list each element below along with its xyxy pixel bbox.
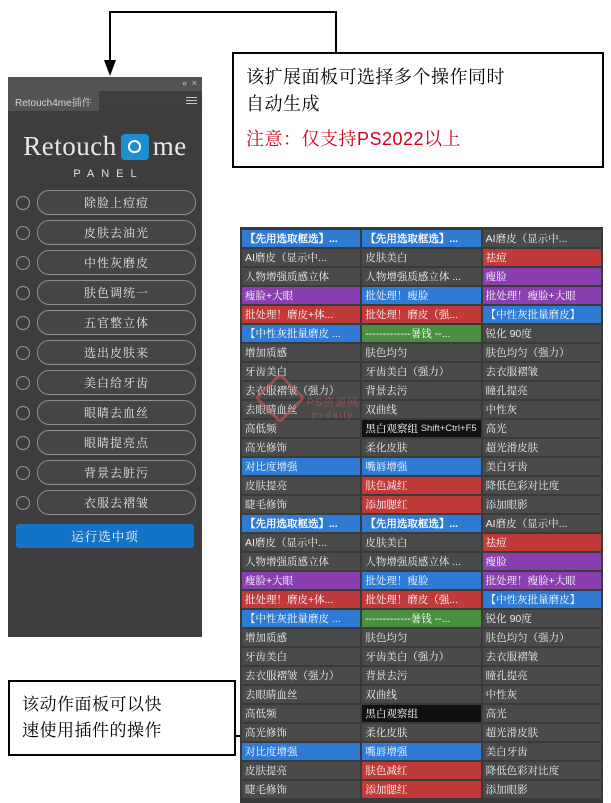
action-item-label: 皮肤美白: [365, 537, 408, 549]
actions-row: [242, 306, 601, 323]
logo-badge-icon: [121, 134, 149, 160]
action-item-label: 人物增强质感立体 ...: [365, 271, 461, 283]
action-item-label: 嘴唇增强: [365, 746, 408, 758]
action-item-label: 皮肤提亮: [245, 480, 287, 492]
action-item-label: 皮肤提亮: [245, 765, 287, 777]
checkbox-6[interactable]: [16, 376, 30, 390]
tab-retouch4me[interactable]: Retouch4me插件: [8, 91, 99, 111]
action-item-label: 肤色均匀: [365, 632, 408, 644]
action-item[interactable]: [242, 382, 360, 399]
action-item[interactable]: [362, 420, 480, 437]
action-item[interactable]: [362, 667, 480, 684]
action-item-label: 批处理！瘦脸+大眼: [485, 575, 576, 587]
action-item[interactable]: [483, 344, 601, 361]
action-item-label: 牙齿美白: [245, 366, 287, 378]
action-item[interactable]: [483, 591, 601, 608]
action-item[interactable]: [362, 610, 480, 627]
action-item[interactable]: [483, 249, 601, 266]
action-item[interactable]: [242, 629, 360, 646]
action-item[interactable]: [242, 458, 360, 475]
action-item-label: 【中性灰批量磨皮】: [485, 594, 581, 606]
action-item-label: 高低频: [245, 423, 277, 435]
plugin-button-4[interactable]: 五官整立体: [37, 310, 196, 335]
action-item-label: 睫毛修饰: [245, 784, 287, 796]
retouch4me-extension-panel: [8, 77, 202, 637]
actions-row: [242, 705, 601, 722]
plugin-button-3[interactable]: 肤色调统一: [37, 280, 196, 305]
plugin-action-row: [14, 190, 196, 215]
actions-row: [242, 363, 601, 380]
action-item-label: 瘦脸: [485, 271, 507, 283]
plugin-button-7[interactable]: 眼睛去血丝: [37, 400, 196, 425]
action-item[interactable]: [362, 724, 480, 741]
action-item[interactable]: [362, 325, 480, 342]
checkbox-1[interactable]: [16, 226, 30, 240]
actions-row: [242, 382, 601, 399]
action-item[interactable]: [483, 306, 601, 323]
plugin-action-row: [14, 250, 196, 275]
action-item[interactable]: [362, 534, 480, 551]
action-item-label: 降低色彩对比度: [485, 765, 560, 777]
action-item-label: 锐化 90度: [485, 613, 532, 625]
action-item-label: 【中性灰批量磨皮 ...: [245, 613, 341, 625]
action-item-label: 去眼睛血丝: [245, 404, 298, 416]
action-item-label: 批处理！瘦脸: [365, 575, 429, 587]
plugin-button-2[interactable]: 中性灰磨皮: [37, 250, 196, 275]
plugin-action-row: [14, 310, 196, 335]
photoshop-actions-panel: [240, 227, 603, 803]
plugin-action-row: [14, 490, 196, 515]
actions-row: [242, 268, 601, 285]
action-item-label: AI磨皮（显示中...: [485, 518, 568, 530]
callout-extension-panel: [232, 52, 604, 168]
action-item-label: 柔化皮肤: [365, 727, 408, 739]
action-item-label: 批处理！磨皮（强...: [365, 309, 459, 321]
plugin-action-row: [14, 430, 196, 455]
plugin-button-9[interactable]: 背景去脏污: [37, 460, 196, 485]
logo-text-right: me: [152, 131, 187, 161]
action-item[interactable]: [242, 572, 360, 589]
action-item[interactable]: [242, 705, 360, 722]
action-item[interactable]: [362, 439, 480, 456]
action-item-label: 高光: [485, 423, 507, 435]
actions-row: [242, 743, 601, 760]
action-item-label: 【先用选取框选】...: [365, 233, 459, 245]
action-item[interactable]: [362, 249, 480, 266]
action-item-label: 瘦脸+大眼: [245, 290, 294, 302]
action-item-label: 瘦脸: [485, 556, 507, 568]
panel-titlebar: [8, 77, 202, 91]
action-item[interactable]: [362, 686, 480, 703]
action-item-label: 人物增强质感立体 ...: [365, 556, 461, 568]
plugin-button-10[interactable]: 衣服去褶皱: [37, 490, 196, 515]
action-item[interactable]: [483, 667, 601, 684]
action-item-label: 【先用选取框选】...: [245, 518, 338, 530]
hamburger-menu-icon[interactable]: [186, 97, 197, 105]
action-item-shortcut: Shift+Ctrl+F5: [420, 423, 477, 434]
action-item[interactable]: [483, 648, 601, 665]
checkbox-5[interactable]: [16, 346, 30, 360]
plugin-button-6[interactable]: 美白给牙齿: [37, 370, 196, 395]
actions-row: [242, 572, 601, 589]
action-item-label: 牙齿美白（强力）: [365, 366, 450, 378]
actions-row: [242, 534, 601, 551]
action-item-label: 肤色均匀: [365, 347, 408, 359]
action-item-label: 对比度增强: [245, 746, 298, 758]
action-item[interactable]: [362, 515, 480, 532]
callout-actions-panel: [8, 680, 236, 756]
action-item[interactable]: [483, 420, 601, 437]
actions-row: [242, 515, 601, 532]
action-item[interactable]: [242, 439, 360, 456]
action-item[interactable]: [483, 439, 601, 456]
action-item[interactable]: [362, 268, 480, 285]
action-item[interactable]: [242, 363, 360, 380]
action-item-label: 皮肤美白: [365, 252, 408, 264]
action-item[interactable]: [483, 268, 601, 285]
checkbox-4[interactable]: [16, 316, 30, 330]
action-item[interactable]: [483, 325, 601, 342]
action-item-label: 批处理！磨皮（强...: [365, 594, 459, 606]
actions-row: [242, 591, 601, 608]
action-item[interactable]: [242, 306, 360, 323]
action-item[interactable]: [362, 762, 480, 779]
action-item[interactable]: [362, 344, 480, 361]
action-item[interactable]: [362, 382, 480, 399]
action-item-label: 添加腮红: [365, 784, 408, 796]
panel-body: [8, 111, 202, 637]
actions-row: [242, 249, 601, 266]
action-item-label: 睫毛修饰: [245, 499, 287, 511]
action-item[interactable]: [242, 667, 360, 684]
action-item[interactable]: [242, 268, 360, 285]
action-item-label: -------------暑钱 --...: [365, 613, 451, 625]
action-item[interactable]: [242, 230, 360, 247]
action-item[interactable]: [242, 420, 360, 437]
logo-wordmark: [14, 131, 196, 162]
action-item-label: 双曲线: [365, 404, 397, 416]
plugin-action-list: [14, 190, 196, 515]
actions-row: [242, 458, 601, 475]
action-item-label: 【先用选取框选】...: [365, 518, 459, 530]
action-item[interactable]: [362, 496, 480, 513]
action-item-label: 人物增强质感立体: [245, 271, 329, 283]
panel-tab-row: [8, 91, 202, 111]
plugin-action-row: [14, 220, 196, 245]
action-item[interactable]: [242, 686, 360, 703]
action-item[interactable]: [362, 572, 480, 589]
action-item[interactable]: [483, 553, 601, 570]
callout-bottom-line1: 该动作面板可以快: [22, 695, 162, 714]
action-item-label: 瞳孔提亮: [485, 670, 528, 682]
actions-row: [242, 401, 601, 418]
action-item[interactable]: [483, 515, 601, 532]
plugin-action-row: [14, 460, 196, 485]
action-item[interactable]: [242, 724, 360, 741]
plugin-button-8[interactable]: 眼睛提亮点: [37, 430, 196, 455]
checkbox-2[interactable]: [16, 256, 30, 270]
action-item-label: 去眼睛血丝: [245, 689, 298, 701]
action-item-label: 去衣服褶皱: [485, 366, 539, 378]
action-item-label: 肤色均匀（强力）: [485, 347, 570, 359]
action-item-label: 去衣服褶皱（强力）: [245, 385, 340, 397]
actions-row: [242, 629, 601, 646]
action-item[interactable]: [362, 458, 480, 475]
action-item[interactable]: [242, 743, 360, 760]
plugin-button-5[interactable]: 选出皮肤来: [37, 340, 196, 365]
action-item[interactable]: [362, 553, 480, 570]
action-item[interactable]: [242, 515, 360, 532]
action-item[interactable]: [242, 477, 360, 494]
action-item[interactable]: [362, 743, 480, 760]
action-item[interactable]: [483, 724, 601, 741]
action-item-label: 增加质感: [245, 347, 287, 359]
actions-row: [242, 496, 601, 513]
action-item[interactable]: [242, 249, 360, 266]
actions-row: [242, 344, 601, 361]
action-item-label: AI磨皮（显示中...: [485, 233, 568, 245]
action-item[interactable]: [362, 363, 480, 380]
actions-row: [242, 439, 601, 456]
action-item[interactable]: [242, 534, 360, 551]
action-item-label: 去衣服褶皱: [485, 651, 539, 663]
action-item[interactable]: [362, 230, 480, 247]
action-item[interactable]: [362, 477, 480, 494]
plugin-action-row: [14, 280, 196, 305]
action-item-label: 批处理！磨皮+体...: [245, 309, 334, 321]
action-item-label: 祛痘: [485, 537, 507, 549]
checkbox-3[interactable]: [16, 286, 30, 300]
action-item-label: 高光修饰: [245, 727, 287, 739]
plugin-action-row: [14, 340, 196, 365]
action-item[interactable]: [362, 629, 480, 646]
action-item[interactable]: [242, 496, 360, 513]
callout-bottom-line2: 速使用插件的操作: [22, 721, 162, 740]
actions-row: [242, 686, 601, 703]
panel-collapse-close-icons[interactable]: « ×: [182, 78, 198, 88]
action-item[interactable]: [242, 762, 360, 779]
action-item[interactable]: [483, 230, 601, 247]
action-item-label: 去衣服褶皱（强力）: [245, 670, 340, 682]
action-item-label: 增加质感: [245, 632, 287, 644]
actions-row: [242, 287, 601, 304]
action-item[interactable]: [242, 401, 360, 418]
checkbox-10[interactable]: [16, 496, 30, 510]
actions-row: [242, 648, 601, 665]
logo-subtitle: PANEL: [73, 168, 144, 180]
action-item[interactable]: [483, 534, 601, 551]
action-item[interactable]: [242, 344, 360, 361]
action-item[interactable]: [483, 686, 601, 703]
action-item-label: 批处理！瘦脸+大眼: [485, 290, 576, 302]
plugin-action-row: [14, 370, 196, 395]
action-item-label: 批处理！瘦脸: [365, 290, 429, 302]
watermark-line1: PS资源网: [306, 397, 360, 409]
action-item-label: 添加眼影: [485, 499, 528, 511]
plugin-button-1[interactable]: 皮肤去油光: [37, 220, 196, 245]
action-item[interactable]: [362, 306, 480, 323]
action-item-label: 背景去污: [365, 670, 408, 682]
action-item[interactable]: [362, 648, 480, 665]
action-item-label: 添加眼影: [485, 784, 528, 796]
panel-logo: [14, 117, 196, 190]
checkbox-9[interactable]: [16, 466, 30, 480]
action-item[interactable]: [483, 572, 601, 589]
action-item-label: 肤色减红: [365, 480, 408, 492]
action-item-label: 中性灰: [485, 689, 518, 701]
checkbox-7[interactable]: [16, 406, 30, 420]
action-item[interactable]: [362, 705, 480, 722]
action-item-label: 超光滑皮肤: [485, 442, 539, 454]
checkbox-8[interactable]: [16, 436, 30, 450]
actions-row: [242, 230, 601, 247]
actions-row: [242, 762, 601, 779]
action-item-label: 嘴唇增强: [365, 461, 408, 473]
actions-row: [242, 325, 601, 342]
action-item-label: 祛痘: [485, 252, 507, 264]
action-item-label: AI磨皮（显示中...: [245, 537, 327, 549]
callout-top-line2: 自动生成: [246, 94, 320, 114]
action-item-label: 黑白观察组: [365, 708, 418, 720]
action-item[interactable]: [242, 610, 360, 627]
action-item[interactable]: [242, 591, 360, 608]
action-item-label: 美白牙齿: [485, 746, 528, 758]
action-item-label: 批处理！磨皮+体...: [245, 594, 334, 606]
action-item[interactable]: [483, 629, 601, 646]
plugin-action-row: [14, 400, 196, 425]
logo-text-left: Retouch: [23, 131, 117, 161]
action-item[interactable]: [483, 458, 601, 475]
action-item-label: 双曲线: [365, 689, 397, 701]
action-item-label: 高光: [485, 708, 507, 720]
action-item[interactable]: [483, 705, 601, 722]
action-item-label: 超光滑皮肤: [485, 727, 539, 739]
action-item-label: 中性灰: [485, 404, 518, 416]
action-item[interactable]: [483, 287, 601, 304]
action-item-label: 黑白观察组: [365, 423, 418, 435]
action-item-label: 肤色减红: [365, 765, 408, 777]
action-item[interactable]: [483, 743, 601, 760]
action-item[interactable]: [483, 496, 601, 513]
actions-row: [242, 610, 601, 627]
action-item[interactable]: [362, 287, 480, 304]
action-item-label: 对比度增强: [245, 461, 298, 473]
action-item-label: 降低色彩对比度: [485, 480, 560, 492]
action-item-label: 柔化皮肤: [365, 442, 408, 454]
action-item[interactable]: [483, 382, 601, 399]
action-item[interactable]: [483, 610, 601, 627]
action-item-label: 肤色均匀（强力）: [485, 632, 570, 644]
watermark-line2: psdaily: [311, 410, 354, 420]
action-item-label: 高低频: [245, 708, 277, 720]
action-item-label: 牙齿美白（强力）: [365, 651, 450, 663]
action-item-label: 牙齿美白: [245, 651, 287, 663]
action-item[interactable]: [483, 401, 601, 418]
actions-row: [242, 420, 601, 437]
action-item-label: 瞳孔提亮: [485, 385, 528, 397]
actions-row: [242, 667, 601, 684]
action-item[interactable]: [483, 762, 601, 779]
callout-top-line1: 该扩展面板可选择多个操作同时: [246, 67, 505, 87]
actions-row: [242, 724, 601, 741]
action-item-label: -------------暑钱 --...: [365, 328, 451, 340]
action-item-label: 美白牙齿: [485, 461, 528, 473]
action-item-label: 高光修饰: [245, 442, 287, 454]
checkbox-0[interactable]: [16, 196, 30, 210]
action-item-label: 添加腮红: [365, 499, 408, 511]
action-item-label: 【中性灰批量磨皮】: [485, 309, 581, 321]
action-item[interactable]: [483, 477, 601, 494]
action-item-label: 锐化 90度: [485, 328, 532, 340]
plugin-button-0[interactable]: 除脸上痘痘: [37, 190, 196, 215]
run-selected-button[interactable]: 运行选中项: [16, 524, 194, 548]
callout-top-warning: 注意：仅支持PS2022以上: [246, 129, 462, 149]
action-item-label: 【先用选取框选】...: [245, 233, 338, 245]
action-item[interactable]: [483, 363, 601, 380]
action-item[interactable]: [362, 591, 480, 608]
action-item[interactable]: [242, 325, 360, 342]
action-item[interactable]: [242, 648, 360, 665]
actions-row: [242, 477, 601, 494]
action-item[interactable]: [362, 401, 480, 418]
action-item-label: 人物增强质感立体: [245, 556, 329, 568]
action-item-label: 背景去污: [365, 385, 408, 397]
action-item-label: 【中性灰批量磨皮 ...: [245, 328, 341, 340]
action-item-label: 瘦脸+大眼: [245, 575, 294, 587]
actions-row: [242, 553, 601, 570]
action-item-label: AI磨皮（显示中...: [245, 252, 327, 264]
action-item[interactable]: [242, 553, 360, 570]
action-item[interactable]: [242, 287, 360, 304]
